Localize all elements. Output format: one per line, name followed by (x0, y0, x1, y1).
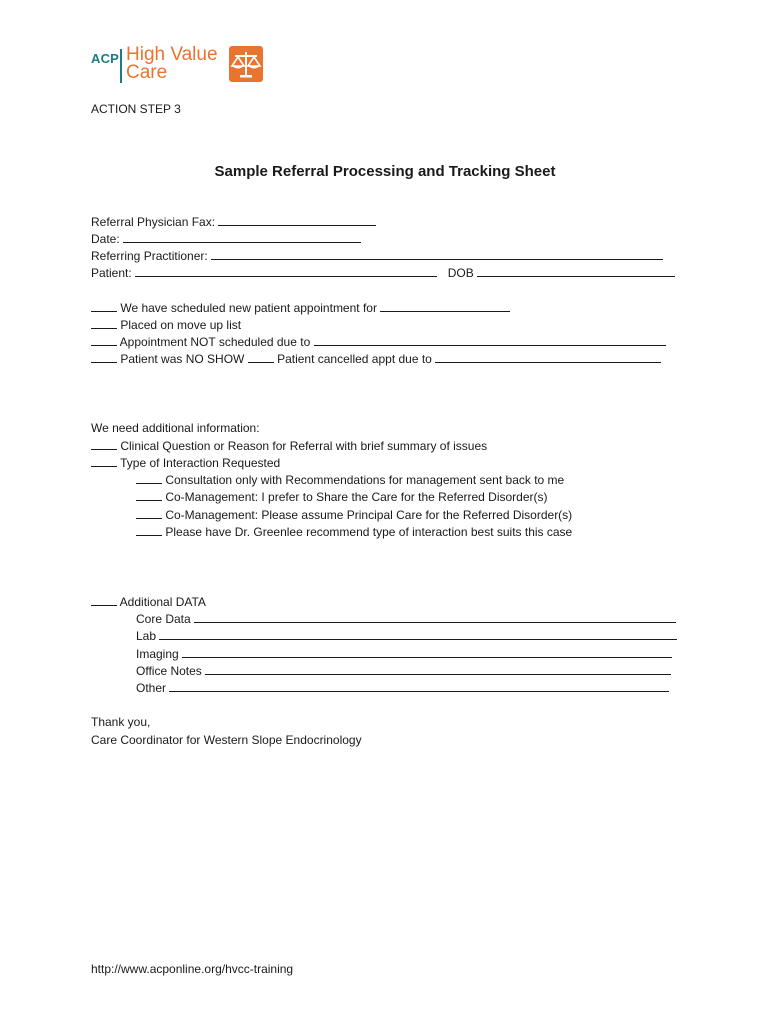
practitioner-label: Referring Practitioner: (91, 249, 208, 263)
cancelled-field[interactable] (435, 351, 661, 363)
consult-row (136, 472, 564, 487)
notscheduled-row (91, 334, 666, 349)
logo-line1: High Value (126, 44, 218, 65)
cancelled-label: Patient cancelled appt due to (277, 352, 432, 366)
scales-icon (229, 46, 263, 82)
cancelled-check[interactable] (248, 351, 274, 363)
interaction-label: Type of Interaction Requested (120, 456, 281, 470)
principal-row (136, 507, 572, 522)
notes-label: Office Notes (136, 664, 202, 678)
clinical-row (91, 438, 487, 453)
scheduled-row (91, 300, 510, 315)
fax-row (91, 214, 376, 229)
logo-line2: Care (126, 62, 168, 83)
patient-row (91, 265, 675, 280)
action-step-label: ACTION STEP 3 (91, 102, 181, 116)
share-check[interactable] (136, 489, 162, 501)
consult-label: Consultation only with Recommendations for management sent back to me (165, 473, 565, 487)
dob-label: DOB (447, 266, 474, 280)
noshow-label: Patient was NO SHOW (120, 352, 245, 366)
logo-acp-text: ACP (91, 51, 120, 66)
imaging-row (136, 646, 672, 661)
notscheduled-label: Appointment NOT scheduled due to (119, 335, 311, 349)
notes-row (136, 663, 671, 678)
imaging-field[interactable] (182, 646, 672, 658)
recommend-check[interactable] (136, 524, 162, 536)
principal-check[interactable] (136, 507, 162, 519)
share-label: Co-Management: I prefer to Share the Care for the Referred Disorder(s) (165, 490, 548, 504)
clinical-check[interactable] (91, 438, 117, 450)
thanks-text: Thank you, (91, 715, 151, 729)
logo-divider (120, 49, 122, 83)
notes-field[interactable] (205, 663, 671, 675)
lab-row (136, 628, 677, 643)
noshow-row (91, 351, 661, 366)
page-title: Sample Referral Processing and Tracking Sheet (214, 163, 556, 180)
clinical-label: Clinical Question or Reason for Referral with brief summary of issues (120, 439, 488, 453)
core-field[interactable] (194, 611, 676, 623)
footer-url[interactable]: http://www.acponline.org/hvcc-training (91, 962, 294, 976)
lab-label: Lab (136, 629, 157, 643)
data-heading: Additional DATA (119, 595, 206, 609)
moveup-label: Placed on move up list (120, 318, 242, 332)
lab-field[interactable] (159, 628, 677, 640)
principal-label: Co-Management: Please assume Principal Care for the Referred Disorder(s) (165, 508, 573, 522)
moveup-check[interactable] (91, 317, 117, 329)
patient-field[interactable] (135, 265, 437, 277)
fax-label: Referral Physician Fax: (91, 215, 216, 229)
date-row (91, 231, 361, 246)
practitioner-field[interactable] (211, 248, 663, 260)
scheduled-field[interactable] (380, 300, 510, 312)
fax-field[interactable] (218, 214, 376, 226)
core-label: Core Data (136, 612, 191, 626)
scheduled-label: We have scheduled new patient appointment for (120, 301, 377, 315)
other-row (136, 680, 669, 695)
recommend-row (136, 524, 572, 539)
data-check[interactable] (91, 594, 117, 606)
imaging-label: Imaging (136, 647, 179, 661)
scheduled-check[interactable] (91, 300, 117, 312)
interaction-row (91, 455, 280, 470)
dob-field[interactable] (477, 265, 675, 277)
patient-label: Patient: (91, 266, 132, 280)
moveup-row (91, 317, 241, 332)
recommend-label: Please have Dr. Greenlee recommend type of interaction best suits this case (165, 525, 573, 539)
share-row (136, 489, 548, 504)
interaction-check[interactable] (91, 455, 117, 467)
date-field[interactable] (123, 231, 361, 243)
noshow-check[interactable] (91, 351, 117, 363)
core-row (136, 611, 676, 626)
signature-text: Care Coordinator for Western Slope Endocrinology (91, 733, 362, 747)
info-heading: We need additional information: (91, 421, 260, 435)
date-label: Date: (91, 232, 120, 246)
practitioner-row (91, 248, 663, 263)
consult-check[interactable] (136, 472, 162, 484)
notscheduled-check[interactable] (91, 334, 117, 346)
notscheduled-field[interactable] (314, 334, 666, 346)
acp-logo (91, 46, 271, 86)
other-field[interactable] (169, 680, 669, 692)
data-heading-row (91, 594, 206, 609)
other-label: Other (136, 681, 167, 695)
